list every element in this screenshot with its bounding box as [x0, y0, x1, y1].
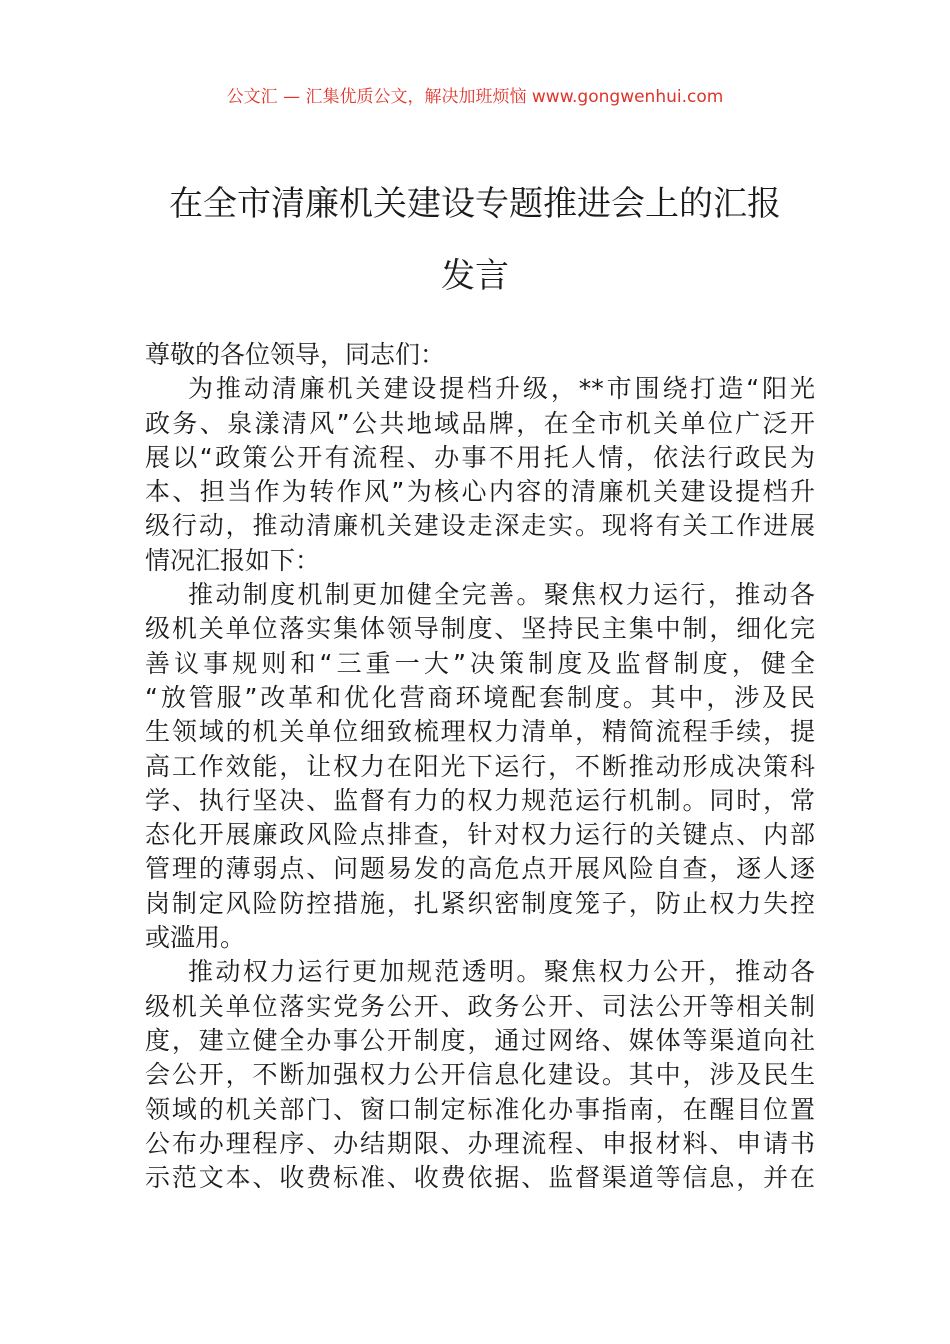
paragraph-line: 展以“政策公开有流程、办事不用托人情，依法行政民为 — [145, 442, 815, 472]
paragraph-line: 管理的薄弱点、问题易发的高危点开展风险自查，逐人逐 — [145, 854, 815, 884]
paragraph-line: 或滥用。 — [145, 923, 246, 953]
paragraph-line: 推动权力运行更加规范透明。聚焦权力公开，推动各 — [188, 957, 815, 987]
paragraph-line: 级机关单位落实党务公开、政务公开、司法公开等相关制 — [145, 991, 815, 1021]
paragraph-line: 政务、泉漾清风”公共地域品牌，在全市机关单位广泛开 — [145, 408, 815, 438]
header-banner: 公文汇 — 汇集优质公文，解决加班烦恼 www.gongwenhui.com — [226, 87, 724, 107]
paragraph-line: 本、担当作为转作风”为核心内容的清廉机关建设提档升 — [145, 477, 815, 507]
paragraph-line: “放管服”改革和优化营商环境配套制度。其中，涉及民 — [145, 682, 815, 712]
document-title — [120, 168, 830, 312]
paragraph-line: 态化开展廉政风险点排查，针对权力运行的关键点、内部 — [145, 820, 815, 850]
title-line: 发言 — [441, 256, 509, 296]
paragraph-line: 为推动清廉机关建设提档升级，**市围绕打造“阳光 — [188, 374, 815, 404]
paragraph-line: 学、执行坚决、监督有力的权力规范运行机制。同时，常 — [145, 785, 815, 815]
paragraph-line: 善议事规则和“三重一大”决策制度及监督制度，健全 — [145, 648, 815, 678]
paragraph-line: 公布办理程序、办结期限、办理流程、申报材料、申请书 — [145, 1128, 815, 1158]
paragraph-line: 度，建立健全办事公开制度，通过网络、媒体等渠道向社 — [145, 1025, 815, 1055]
paragraph-line: 岗制定风险防控措施，扎紧织密制度笼子，防止权力失控 — [145, 888, 815, 918]
paragraph-line: 示范文本、收费标准、收费依据、监督渠道等信息，并在 — [145, 1163, 815, 1193]
paragraph-line: 级机关单位落实集体领导制度、坚持民主集中制，细化完 — [145, 614, 815, 644]
paragraph-line: 会公开，不断加强权力公开信息化建设。其中，涉及民生 — [145, 1060, 815, 1090]
paragraph-line: 推动制度机制更加健全完善。聚焦权力运行，推动各 — [188, 580, 815, 610]
document-body — [145, 338, 815, 1195]
paragraph-line: 领域的机关部门、窗口制定标准化办事指南，在醒目位置 — [145, 1094, 815, 1124]
paragraph-line: 情况汇报如下： — [145, 545, 321, 575]
paragraph-line: 生领域的机关单位细致梳理权力清单，精简流程手续，提 — [145, 717, 815, 747]
title-line: 在全市清廉机关建设专题推进会上的汇报 — [169, 184, 781, 224]
salutation: 尊敬的各位领导，同志们： — [145, 340, 446, 369]
paragraph-line: 级行动，推动清廉机关建设走深走实。现将有关工作进展 — [145, 511, 815, 541]
paragraph-line: 高工作效能，让权力在阳光下运行，不断推动形成决策科 — [145, 751, 815, 781]
